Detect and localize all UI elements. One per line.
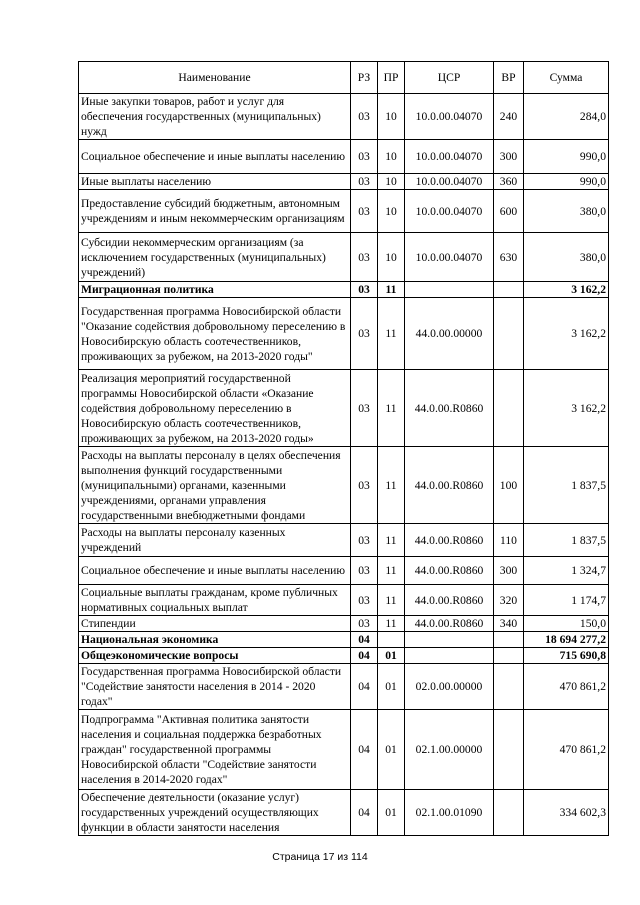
cell-vr: 100 xyxy=(494,447,524,524)
table-row xyxy=(79,664,609,710)
cell-name: Социальное обеспечение и иные выплаты населению xyxy=(79,557,351,585)
cell-csr: 44.0.00.R0860 xyxy=(405,616,494,632)
cell-csr: 10.0.00.04070 xyxy=(405,190,494,233)
cell-rz: 03 xyxy=(351,524,378,557)
cell-pr: 11 xyxy=(378,298,405,370)
cell-rz: 04 xyxy=(351,664,378,710)
cell-name: Социальные выплаты гражданам, кроме публичных нормативных социальных выплат xyxy=(79,585,351,616)
cell-sum: 3 162,2 xyxy=(524,370,609,447)
cell-sum: 18 694 277,2 xyxy=(524,632,609,648)
cell-rz: 04 xyxy=(351,790,378,836)
cell-rz: 03 xyxy=(351,298,378,370)
cell-name: Реализация мероприятий государственной программы Новосибирской области «Оказание содействия добровольному переселению в Новосибирскую область соотечественников, проживающих за рубежом, на 2013-2020 годы» xyxy=(79,370,351,447)
cell-sum: 470 861,2 xyxy=(524,710,609,790)
cell-csr: 02.1.00.01090 xyxy=(405,790,494,836)
cell-vr: 300 xyxy=(494,140,524,174)
table-header-row xyxy=(79,62,609,94)
table-row xyxy=(79,616,609,632)
cell-pr: 11 xyxy=(378,616,405,632)
table-row xyxy=(79,233,609,282)
cell-rz: 03 xyxy=(351,94,378,140)
cell-sum: 3 162,2 xyxy=(524,282,609,298)
table-row xyxy=(79,298,609,370)
cell-vr: 320 xyxy=(494,585,524,616)
table-row xyxy=(79,190,609,233)
cell-sum: 380,0 xyxy=(524,190,609,233)
cell-pr: 11 xyxy=(378,585,405,616)
cell-rz: 03 xyxy=(351,233,378,282)
cell-name: Расходы на выплаты персоналу в целях обеспечения выполнения функций государственными (муниципальными) органами, казенными учреждениями, органами управления государственными внебюджетными фондами xyxy=(79,447,351,524)
cell-vr xyxy=(494,648,524,664)
cell-csr: 44.0.00.R0860 xyxy=(405,447,494,524)
cell-sum: 990,0 xyxy=(524,140,609,174)
cell-pr: 11 xyxy=(378,370,405,447)
cell-csr xyxy=(405,282,494,298)
cell-name: Расходы на выплаты персоналу казенных учреждений xyxy=(79,524,351,557)
cell-vr: 240 xyxy=(494,94,524,140)
cell-name: Национальная экономика xyxy=(79,632,351,648)
cell-rz: 03 xyxy=(351,447,378,524)
cell-name: Предоставление субсидий бюджетным, автономным учреждениям и иным некоммерческим организациям xyxy=(79,190,351,233)
cell-vr: 300 xyxy=(494,557,524,585)
header-csr: ЦСР xyxy=(405,62,494,94)
cell-sum: 334 602,3 xyxy=(524,790,609,836)
cell-csr: 44.0.00.R0860 xyxy=(405,370,494,447)
cell-vr: 600 xyxy=(494,190,524,233)
cell-name: Стипендии xyxy=(79,616,351,632)
cell-pr: 10 xyxy=(378,233,405,282)
cell-csr: 10.0.00.04070 xyxy=(405,94,494,140)
table-row xyxy=(79,524,609,557)
cell-rz: 03 xyxy=(351,557,378,585)
cell-sum: 1 837,5 xyxy=(524,524,609,557)
header-sum: Сумма xyxy=(524,62,609,94)
header-pr: ПР xyxy=(378,62,405,94)
cell-pr: 11 xyxy=(378,447,405,524)
cell-pr: 01 xyxy=(378,664,405,710)
cell-name: Обеспечение деятельности (оказание услуг) государственных учреждений осуществляющих функции в области занятости населения xyxy=(79,790,351,836)
cell-csr: 02.1.00.00000 xyxy=(405,710,494,790)
cell-pr: 10 xyxy=(378,140,405,174)
cell-csr: 10.0.00.04070 xyxy=(405,174,494,190)
cell-sum: 715 690,8 xyxy=(524,648,609,664)
cell-pr: 11 xyxy=(378,524,405,557)
cell-name: Иные выплаты населению xyxy=(79,174,351,190)
cell-name: Иные закупки товаров, работ и услуг для обеспечения государственных (муниципальных) нужд xyxy=(79,94,351,140)
cell-csr: 10.0.00.04070 xyxy=(405,233,494,282)
cell-rz: 04 xyxy=(351,710,378,790)
header-rz: РЗ xyxy=(351,62,378,94)
cell-csr: 44.0.00.R0860 xyxy=(405,557,494,585)
cell-name: Миграционная политика xyxy=(79,282,351,298)
table-row xyxy=(79,557,609,585)
cell-vr xyxy=(494,282,524,298)
cell-rz: 03 xyxy=(351,140,378,174)
cell-vr xyxy=(494,370,524,447)
cell-rz: 03 xyxy=(351,190,378,233)
cell-sum: 1 174,7 xyxy=(524,585,609,616)
budget-table xyxy=(78,61,609,836)
cell-sum: 284,0 xyxy=(524,94,609,140)
cell-rz: 03 xyxy=(351,174,378,190)
table-body xyxy=(79,94,609,836)
header-name: Наименование xyxy=(79,62,351,94)
table-row xyxy=(79,447,609,524)
cell-pr: 10 xyxy=(378,174,405,190)
cell-sum: 1 837,5 xyxy=(524,447,609,524)
cell-csr xyxy=(405,648,494,664)
cell-rz: 04 xyxy=(351,632,378,648)
page-number: Страница 17 из 114 xyxy=(272,851,368,863)
cell-sum: 1 324,7 xyxy=(524,557,609,585)
table-row xyxy=(79,585,609,616)
cell-rz: 03 xyxy=(351,585,378,616)
cell-rz: 03 xyxy=(351,370,378,447)
cell-vr xyxy=(494,632,524,648)
cell-rz: 03 xyxy=(351,282,378,298)
cell-vr xyxy=(494,710,524,790)
cell-pr: 10 xyxy=(378,94,405,140)
cell-vr xyxy=(494,664,524,710)
cell-pr: 01 xyxy=(378,790,405,836)
cell-name: Подпрограмма "Активная политика занятости населения и социальная поддержка безработных граждан" государственной программы Новосибирской области "Содействие занятости населения в 2014-2020 годах" xyxy=(79,710,351,790)
cell-sum: 470 861,2 xyxy=(524,664,609,710)
table-row xyxy=(79,174,609,190)
cell-name: Социальное обеспечение и иные выплаты населению xyxy=(79,140,351,174)
table-row xyxy=(79,370,609,447)
cell-pr: 01 xyxy=(378,710,405,790)
cell-pr xyxy=(378,632,405,648)
cell-pr: 10 xyxy=(378,190,405,233)
cell-vr: 110 xyxy=(494,524,524,557)
cell-vr: 340 xyxy=(494,616,524,632)
table-row xyxy=(79,790,609,836)
cell-csr: 02.0.00.00000 xyxy=(405,664,494,710)
cell-sum: 3 162,2 xyxy=(524,298,609,370)
cell-sum: 380,0 xyxy=(524,233,609,282)
cell-name: Субсидии некоммерческим организациям (за исключением государственных (муниципальных) учреждений) xyxy=(79,233,351,282)
table-row xyxy=(79,94,609,140)
cell-name: Государственная программа Новосибирской области "Оказание содействия добровольному переселению в Новосибирскую область соотечественников, проживающих за рубежом, на 2013-2020 годы" xyxy=(79,298,351,370)
cell-csr xyxy=(405,632,494,648)
table-row xyxy=(79,648,609,664)
cell-pr: 11 xyxy=(378,557,405,585)
cell-sum: 990,0 xyxy=(524,174,609,190)
cell-pr: 01 xyxy=(378,648,405,664)
header-vr: ВР xyxy=(494,62,524,94)
cell-name: Общеэкономические вопросы xyxy=(79,648,351,664)
table-row xyxy=(79,710,609,790)
cell-pr: 11 xyxy=(378,282,405,298)
table-row xyxy=(79,632,609,648)
cell-csr: 44.0.00.R0860 xyxy=(405,524,494,557)
cell-name: Государственная программа Новосибирской области "Содействие занятости населения в 2014 - 2020 годах" xyxy=(79,664,351,710)
cell-csr: 44.0.00.R0860 xyxy=(405,585,494,616)
cell-vr: 630 xyxy=(494,233,524,282)
cell-vr xyxy=(494,298,524,370)
cell-vr: 360 xyxy=(494,174,524,190)
cell-rz: 03 xyxy=(351,616,378,632)
cell-csr: 10.0.00.04070 xyxy=(405,140,494,174)
table-row xyxy=(79,282,609,298)
cell-vr xyxy=(494,790,524,836)
cell-rz: 04 xyxy=(351,648,378,664)
table-row xyxy=(79,140,609,174)
cell-sum: 150,0 xyxy=(524,616,609,632)
cell-csr: 44.0.00.00000 xyxy=(405,298,494,370)
